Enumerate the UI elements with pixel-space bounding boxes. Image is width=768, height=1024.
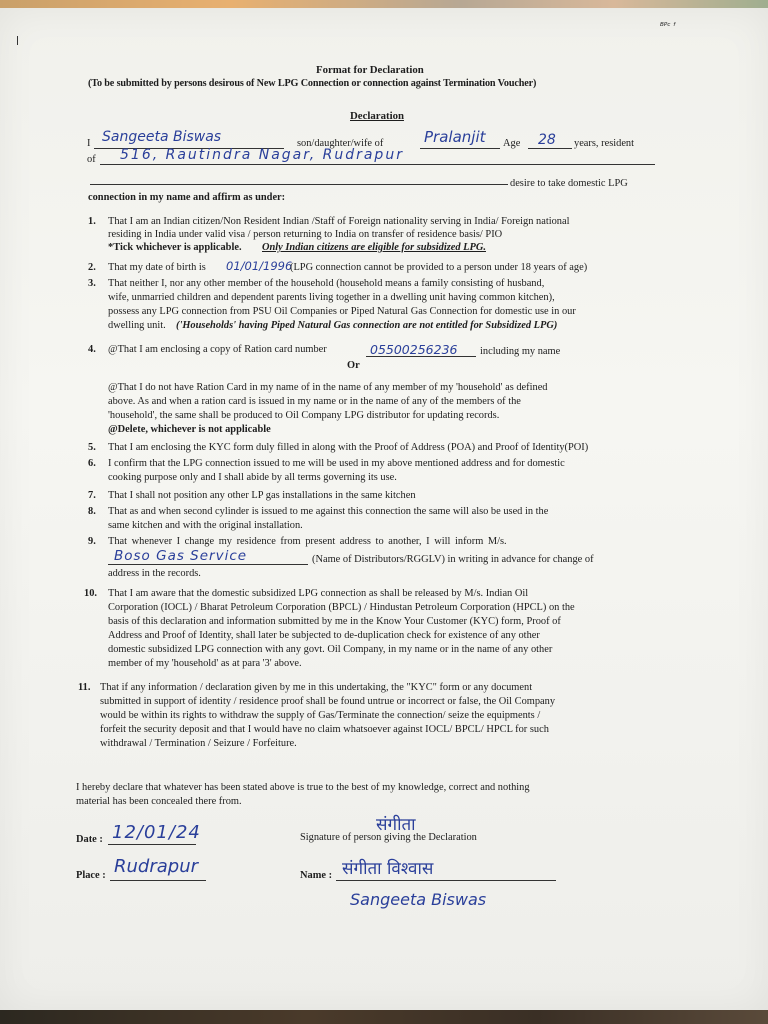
item-4-text-b: including my name <box>480 346 561 357</box>
form-subtitle: (To be submitted by persons desirous of New LPG Connection or connection against Termination Voucher) <box>88 78 537 89</box>
intro-i: I <box>87 138 91 149</box>
signature-label: Signature of person giving the Declaration <box>300 832 477 843</box>
intro-age-suffix: years, resident <box>574 138 635 149</box>
declaration-document <box>0 8 768 1012</box>
item-7-number: 7. <box>88 490 96 501</box>
item-3-line-2: wife, unmarried children and dependent parents living together in a dwelling unit having common kitchen), <box>108 292 555 303</box>
name-signature-underline <box>336 880 556 881</box>
item-4-line-2: @That I do not have Ration Card in my name of in the name of any member of my 'household' as defined <box>108 382 548 393</box>
address-handwritten: 516, Rautindra Nagar, Rudrapur <box>120 147 404 163</box>
item-2-text-b: (LPG connection cannot be provided to a person under 18 years of age) <box>290 262 588 273</box>
item-2-number: 2. <box>88 262 96 273</box>
date-handwritten: 12/01/24 <box>112 822 201 843</box>
name-hindi-handwritten: संगीता विश्वास <box>342 859 434 879</box>
item-9-line-1: That whenever I change my residence from present address to another, I will inform M/s. <box>108 536 507 547</box>
item-10-line-6: member of my 'household' as at para '3' above. <box>108 658 302 669</box>
item-8-number: 8. <box>88 506 96 517</box>
date-label: Date : <box>76 834 103 845</box>
distributor-underline <box>108 564 308 565</box>
item-4-line-4: 'household', the same shall be produced to Oil Company LPG distributor for updating records. <box>108 410 500 421</box>
age-underline <box>528 148 572 149</box>
date-underline <box>108 844 196 845</box>
item-6-line-2: cooking purpose only and I shall abide by all terms governing its use. <box>108 472 397 483</box>
item-3-number: 3. <box>88 278 96 289</box>
item-4-number: 4. <box>88 344 96 355</box>
item-4-delete-note: @Delete, whichever is not applicable <box>108 424 271 435</box>
address-underline-2 <box>90 184 508 185</box>
or-separator: Or <box>347 360 360 371</box>
item-11-line-3: would be within its rights to withdraw the supply of Gas/Terminate the connection/ seize the equipments / <box>100 710 541 721</box>
final-declaration-line-2: material has been concealed there from. <box>76 796 242 807</box>
item-5-text: That I am enclosing the KYC form duly filled in along with the Proof of Address (POA) and Proof of Identity(POI) <box>108 442 589 453</box>
item-11-line-5: withdrawal / Termination / Seizure / Forfeiture. <box>100 738 297 749</box>
item-10-line-1: That I am aware that the domestic subsidized LPG connection as shall be released by M/s. Indian Oil <box>108 588 529 599</box>
item-10-line-5: domestic subsidized LPG connection with any govt. Oil Company, in my name or in the name of any other <box>108 644 553 655</box>
item-8-line-1: That as and when second cylinder is issued to me against this connection the same will also be used in the <box>108 506 549 517</box>
item-1-subsidy-note: Only Indian citizens are eligible for subsidized LPG. <box>262 242 486 253</box>
item-1-line-2: residing in India under valid visa / person returning to India on transfer of residence basis/ PIO <box>108 229 503 240</box>
item-11-line-1: That if any information / declaration given by me in this undertaking, the "KYC" form or any document <box>100 682 533 693</box>
form-title: Format for Declaration <box>316 64 424 76</box>
father-husband-name-handwritten: Pralanjit <box>424 128 486 146</box>
age-handwritten: 28 <box>538 132 556 148</box>
distributor-handwritten: Boso Gas Service <box>114 548 248 564</box>
name-label: Name : <box>300 870 333 881</box>
item-6-number: 6. <box>88 458 96 469</box>
place-handwritten: Rudrapur <box>114 856 199 877</box>
photo-background-bottom <box>0 1010 768 1024</box>
item-6-line-1: I confirm that the LPG connection issued to me will be used in my above mentioned address and for domestic <box>108 458 565 469</box>
declaration-heading: Declaration <box>350 110 404 122</box>
intro-of: of <box>87 154 96 165</box>
intro-desire: desire to take domestic LPG <box>510 178 628 189</box>
item-3-line-4a: dwelling unit. <box>108 320 166 331</box>
item-10-line-3: basis of this declaration and information submitted by me in the Know Your Customer (KYC) form, Proof of <box>108 616 561 627</box>
item-11-number: 11. <box>78 682 91 693</box>
applicant-name-handwritten: Sangeeta Biswas <box>102 129 222 145</box>
dob-handwritten: 01/01/1996 <box>226 259 293 273</box>
item-1-tick-note: *Tick whichever is applicable. <box>108 242 242 253</box>
final-declaration-line-1: I hereby declare that whatever has been stated above is true to the best of my knowledge, correct and nothing <box>76 782 530 793</box>
item-3-line-4b: ('Households' having Piped Natural Gas connection are not entitled for Subsidized LPG) <box>176 320 558 331</box>
item-3-line-1: That neither I, nor any other member of the household (household means a family consisting of husband, <box>108 278 545 289</box>
address-underline <box>100 164 655 165</box>
name-english-handwritten: Sangeeta Biswas <box>350 890 487 909</box>
item-1-line-1: That I am an Indian citizen/Non Resident Indian /Staff of Foreign nationality serving in India/ Foreign national <box>108 216 570 227</box>
intro-connection-line: connection in my name and affirm as under: <box>88 192 286 203</box>
item-4-text-a: @That I am enclosing a copy of Ration card number <box>108 344 327 355</box>
item-9-line-2: (Name of Distributors/RGGLV) in writing in advance for change of <box>312 554 594 565</box>
item-11-line-2: submitted in support of identity / residence proof shall be found untrue or incorrect or false, the Oil Company <box>100 696 556 707</box>
intro-age-label: Age <box>503 138 521 149</box>
relation-underline <box>420 148 500 149</box>
ration-card-handwritten: 05500256236 <box>370 342 458 357</box>
item-10-line-4: Address and Proof of Identity, shall later be subjected to de-duplication check for existence of any other <box>108 630 540 641</box>
item-3-line-3: possess any LPG connection from PSU Oil Companies or Piped Natural Gas Connection for domestic use in our <box>108 306 576 317</box>
place-underline <box>110 880 206 881</box>
item-10-line-2: Corporation (IOCL) / Bharat Petroleum Corporation (BPCL) / Hindustan Petroleum Corporation (HPCL) on the <box>108 602 575 613</box>
margin-mark <box>17 36 18 45</box>
item-1-number: 1. <box>88 216 96 227</box>
signature-hindi: संगीता <box>376 815 416 835</box>
item-9-number: 9. <box>88 536 96 547</box>
item-5-number: 5. <box>88 442 96 453</box>
item-9-line-3: address in the records. <box>108 568 201 579</box>
item-10-number: 10. <box>84 588 97 599</box>
item-4-line-3: above. As and when a ration card is issued in my name or in the name of any of the members of the <box>108 396 521 407</box>
item-2-text-a: That my date of birth is <box>108 262 206 273</box>
corner-handwritten-mark: ᴮᴾᶜ ᶠ <box>660 22 677 32</box>
item-11-line-4: forfeit the security deposit and that I would have no claim whatsoever against IOCL/ BPCL/ HPCL for such <box>100 724 549 735</box>
place-label: Place : <box>76 870 106 881</box>
intro-relation: son/daughter/wife of <box>297 138 384 149</box>
item-7-text: That I shall not position any other LP gas installations in the same kitchen <box>108 490 416 501</box>
item-8-line-2: same kitchen and with the original installation. <box>108 520 303 531</box>
